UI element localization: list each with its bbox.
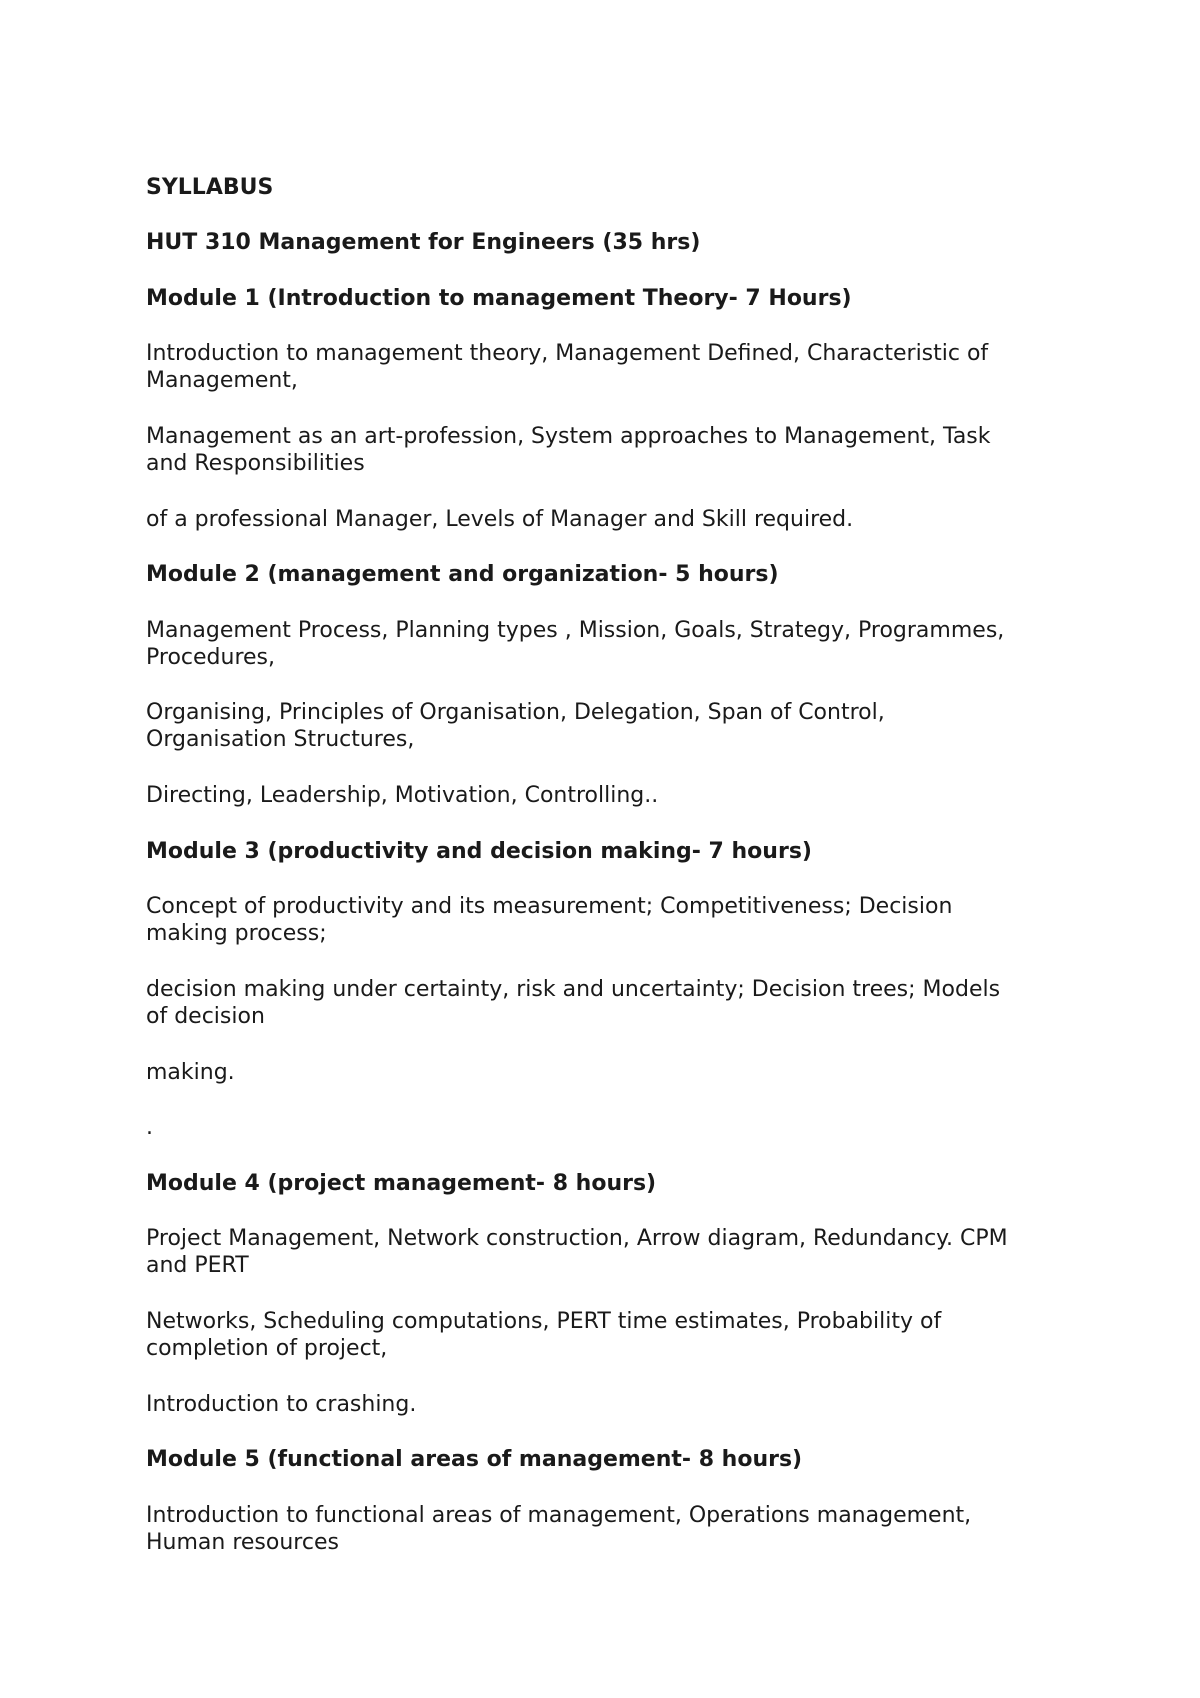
module-1-paragraph-1-line-1: Introduction to management theory, Management Defined, Characteristic of xyxy=(146,341,989,366)
module-2-title: Module 2 (management and organization- 5 hours) xyxy=(146,562,779,587)
module-1-title: Module 1 (Introduction to management Theory- 7 Hours) xyxy=(146,286,852,311)
module-2-paragraph-2-line-1: Organising, Principles of Organisation, Delegation, Span of Control, xyxy=(146,700,885,725)
module-2-paragraph-3-line-1: Directing, Leadership, Motivation, Controlling.. xyxy=(146,783,659,808)
module-3-paragraph-1-line-1: Concept of productivity and its measurement; Competitiveness; Decision xyxy=(146,894,953,919)
course-title: HUT 310 Management for Engineers (35 hrs) xyxy=(146,230,701,255)
module-4-paragraph-2-line-2: completion of project, xyxy=(146,1336,388,1361)
module-1-paragraph-2-line-2: and Responsibilities xyxy=(146,451,365,476)
module-2-paragraph-1-line-1: Management Process, Planning types , Mission, Goals, Strategy, Programmes, xyxy=(146,618,1005,643)
module-4-paragraph-2-line-1: Networks, Scheduling computations, PERT time estimates, Probability of xyxy=(146,1309,942,1334)
module-3-paragraph-2-line-2: of decision xyxy=(146,1004,265,1029)
module-3-title: Module 3 (productivity and decision making- 7 hours) xyxy=(146,839,812,864)
module-5-paragraph-1-line-2: Human resources xyxy=(146,1530,339,1555)
module-1-paragraph-3-line-1: of a professional Manager, Levels of Manager and Skill required. xyxy=(146,507,854,532)
module-3-paragraph-1-line-2: making process; xyxy=(146,921,327,946)
module-3-paragraph-3-line-1: making. xyxy=(146,1060,235,1085)
module-4-paragraph-1-line-1: Project Management, Network construction, Arrow diagram, Redundancy. CPM xyxy=(146,1226,1008,1251)
module-1-paragraph-1-line-2: Management, xyxy=(146,368,298,393)
module-2-paragraph-2-line-2: Organisation Structures, xyxy=(146,727,415,752)
module-5-paragraph-1-line-1: Introduction to functional areas of management, Operations management, xyxy=(146,1503,972,1528)
module-5-title: Module 5 (functional areas of management- 8 hours) xyxy=(146,1447,803,1472)
module-3-paragraph-2-line-1: decision making under certainty, risk and uncertainty; Decision trees; Models xyxy=(146,977,1001,1002)
document-heading: SYLLABUS xyxy=(146,175,274,200)
module-4-paragraph-3-line-1: Introduction to crashing. xyxy=(146,1392,417,1417)
module-4-title: Module 4 (project management- 8 hours) xyxy=(146,1171,657,1196)
module-4-paragraph-1-line-2: and PERT xyxy=(146,1253,249,1278)
module-2-paragraph-1-line-2: Procedures, xyxy=(146,645,275,670)
module-1-paragraph-2-line-1: Management as an art-profession, System approaches to Management, Task xyxy=(146,424,991,449)
module-3-paragraph-4-line-1: . xyxy=(146,1115,153,1140)
